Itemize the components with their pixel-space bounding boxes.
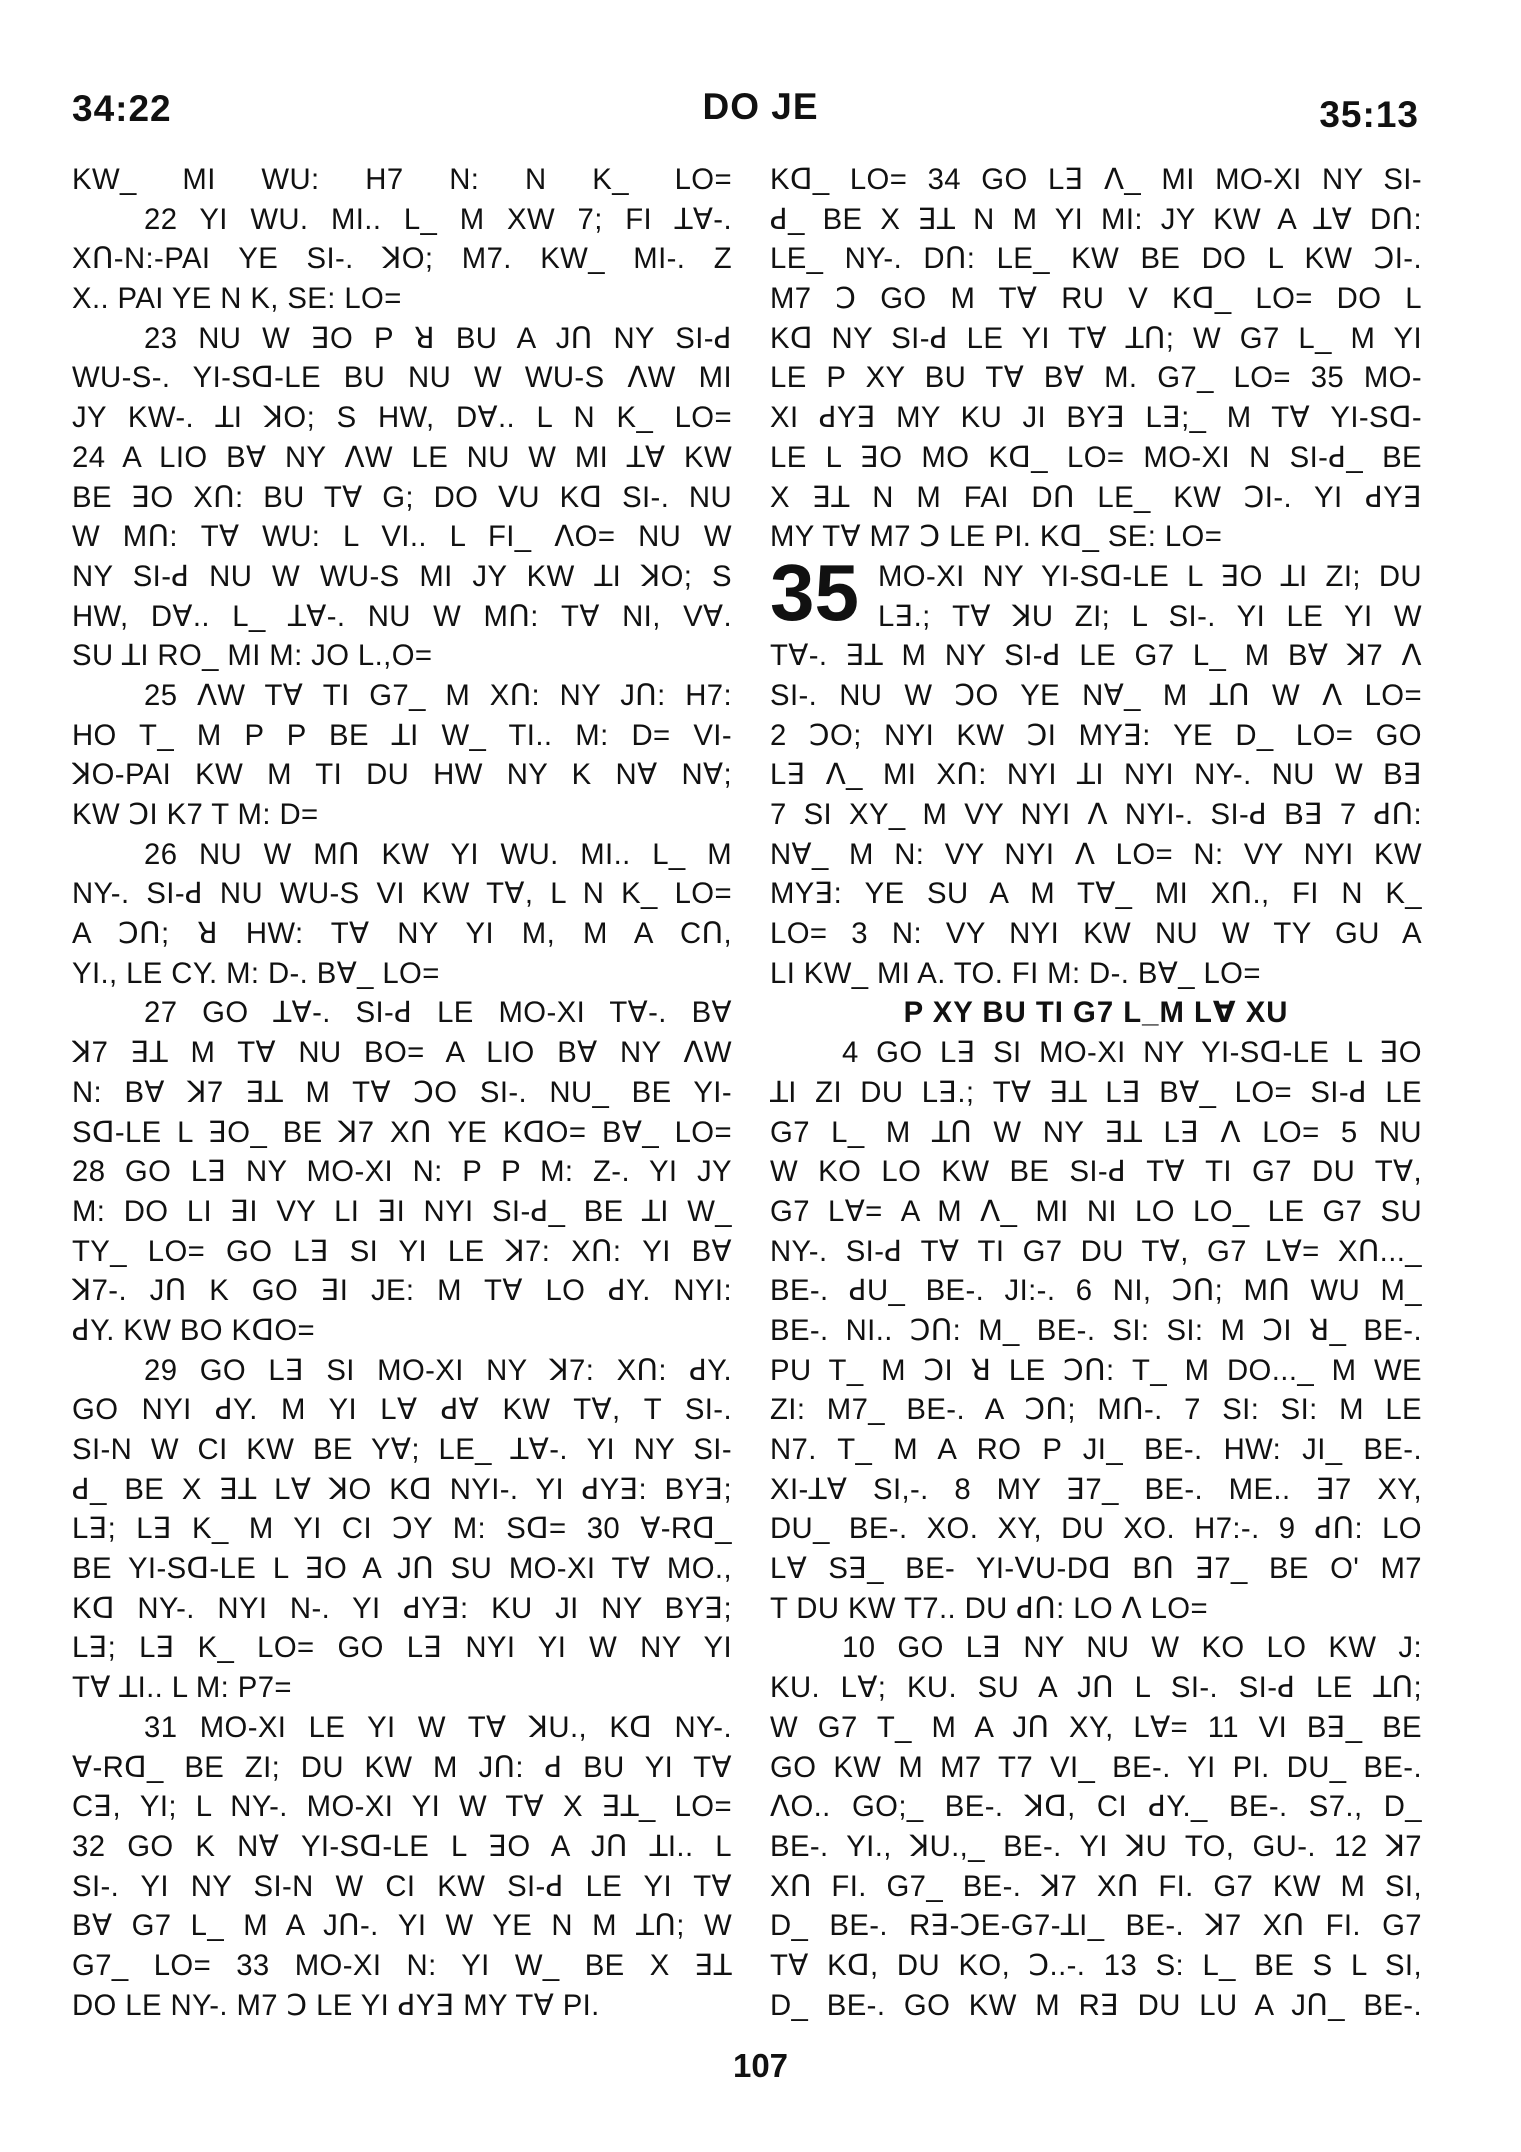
text-line: GO NYI ꓒY. M YI Lꓯ ꓒꓯ KW Tꓯ, T SI-. xyxy=(72,1393,732,1427)
text-line: 7 SI XY_ M VY NYI ꓥ NYI-. SI-ꓒ Bꓱ 7 ꓒꓵ: xyxy=(770,798,1422,831)
text-line: LO= 3 N: VY NYI KW NU W TY GU A xyxy=(770,917,1422,951)
text-line: ꓕI ZI DU Lꓱ.; Tꓯ ꓱꓕ Lꓱ Bꓯ_ LO= SI-ꓒ LE xyxy=(770,1075,1422,1109)
text-line: KW_ MI WU: H7 N: N K_ LO= xyxy=(72,163,732,196)
text-line: Bꓯ G7 L_ M A Jꓵ-. YI W YE N M ꓕꓵ; W xyxy=(72,1909,732,1943)
text-line: LE P XY BU Tꓯ Bꓯ M. G7_ LO= 35 MO- xyxy=(770,361,1422,395)
right-text-column xyxy=(770,160,1422,2025)
text-line: YI., LE CY. M: D-. Bꓯ_ LO= xyxy=(72,956,440,990)
text-line: SI-N W CI KW BE Yꓯ; LE_ ꓕꓯ-. YI NY SI- xyxy=(72,1433,732,1466)
text-line: WU-S-. YI-Sꓷ-LE BU NU W WU-S ꓥW MI xyxy=(72,361,732,395)
text-line: 25 ꓥW Tꓯ TI G7_ M Xꓵ: NY Jꓵ: H7: xyxy=(144,678,732,712)
left-text-column xyxy=(72,160,732,2025)
text-line: M7 ꓛ GO M Tꓯ RU V Kꓷ_ LO= DO L xyxy=(770,282,1422,316)
text-line: 31 MO-XI LE YI W Tꓯ ꓘU., Kꓷ NY-. xyxy=(144,1710,732,1744)
text-line: 23 NU W ꓱO P ꓤ BU A Jꓵ NY SI-ꓒ xyxy=(144,321,732,355)
text-line: BE-. ꓒU_ BE-. JI:-. 6 NI, ꓛꓵ; Mꓵ WU M_ xyxy=(770,1274,1422,1308)
text-line: D_ BE-. Rꓱ-ꓛE-G7-ꓕI_ BE-. ꓘ7 Xꓵ FI. G7 xyxy=(770,1909,1422,1943)
text-line: LI KW_ MI A. TO. FI M: D-. Bꓯ_ LO= xyxy=(770,956,1261,990)
text-line: BE-. YI., ꓘU.,_ BE-. YI ꓘU TO, GU-. 12 ꓘ7 xyxy=(770,1829,1422,1863)
text-line: BE YI-Sꓷ-LE L ꓱO A Jꓵ SU MO-XI Tꓯ MO., xyxy=(72,1552,732,1586)
text-line: ꓘ7-. Jꓵ K GO ꓱI JE: M Tꓯ LO ꓒY. NYI: xyxy=(72,1274,732,1308)
text-line: ꓯ-Rꓷ_ BE ZI; DU KW M Jꓵ: ꓒ BU YI Tꓯ xyxy=(72,1750,732,1784)
text-line: M: DO LI ꓱI VY LI ꓱI NYI SI-ꓒ_ BE ꓕI W_ xyxy=(72,1194,732,1228)
running-header-left: 34:22 xyxy=(72,88,172,129)
text-line: HW, Dꓯ.. L_ ꓕꓯ-. NU W Mꓵ: Tꓯ NI, Vꓯ. xyxy=(72,599,732,633)
text-line: Nꓯ_ M N: VY NYI ꓥ LO= N: VY NYI KW xyxy=(770,837,1422,871)
text-line: Kꓷ NY SI-ꓒ LE YI Tꓯ ꓕꓵ; W G7 L_ M YI xyxy=(770,321,1422,355)
text-line: ꓒY. KW BO KꓷO= xyxy=(72,1313,316,1347)
text-line: N: Bꓯ ꓘ7 ꓱꓕ M Tꓯ ꓛO SI-. NU_ BE YI- xyxy=(72,1075,732,1109)
text-line: Kꓷ NY-. NYI N-. YI ꓒYꓱ: KU JI NY BYꓱ; xyxy=(72,1591,732,1625)
text-line: ꓒ_ BE X ꓱꓕ Lꓯ ꓘO Kꓷ NYI-. YI ꓒYꓱ: BYꓱ; xyxy=(72,1472,732,1506)
text-line: Tꓯ-. ꓱꓕ M NY SI-ꓒ LE G7 L_ M Bꓯ ꓘ7 ꓥ xyxy=(770,639,1422,673)
text-line: LE L ꓱO MO Kꓷ_ LO= MO-XI N SI-ꓒ_ BE xyxy=(770,440,1422,474)
text-line: 10 GO Lꓱ NY NU W KO LO KW J: xyxy=(842,1631,1422,1665)
text-line: JY KW-. ꓕI ꓘO; S HW, Dꓯ.. L N K_ LO= xyxy=(72,401,732,435)
text-line: 29 GO Lꓱ SI MO-XI NY ꓘ7: Xꓵ: ꓒY. xyxy=(144,1353,732,1387)
text-line: SU ꓕI RO_ MI M: JO L.,O= xyxy=(72,639,433,673)
text-line: XI ꓒYꓱ MY KU JI BYꓱ Lꓱ;_ M Tꓯ YI-Sꓷ- xyxy=(770,401,1422,435)
text-line: W Mꓵ: Tꓯ WU: L VI.. L FI_ ꓥO= NU W xyxy=(72,520,732,554)
text-line: 27 GO ꓕꓯ-. SI-ꓒ LE MO-XI Tꓯ-. Bꓯ xyxy=(144,996,732,1030)
text-line: Tꓯ ꓕI.. L M: P7= xyxy=(72,1671,292,1705)
text-line: 2 ꓛO; NYI KW ꓛI MYꓱ: YE D_ LO= GO xyxy=(770,718,1422,752)
section-heading: P XY BU TI G7 L_M Lꓯ XU xyxy=(903,996,1289,1030)
text-line: SI-. NU W ꓛO YE Nꓯ_ M ꓕꓵ W ꓥ LO= xyxy=(770,678,1422,712)
text-line: D_ BE-. GO KW M Rꓱ DU LU A Jꓵ_ BE-. xyxy=(770,1988,1422,2022)
text-line: Lꓱ; Lꓱ K_ M YI CI ꓛY M: Sꓷ= 30 ꓯ-Rꓷ_ xyxy=(72,1512,732,1546)
text-line: A ꓛꓵ; ꓤ HW: Tꓯ NY YI M, M A Cꓵ, xyxy=(72,917,732,951)
text-line: ꓘO-PAI KW M TI DU HW NY K Nꓯ Nꓯ; xyxy=(72,758,732,792)
text-line: ꓘ7 ꓱꓕ M Tꓯ NU BO= A LIO Bꓯ NY ꓥW xyxy=(72,1036,732,1070)
text-line: X.. PAI YE N K, SE: LO= xyxy=(72,282,402,316)
text-line: NY-. SI-ꓒ Tꓯ TI G7 DU Tꓯ, G7 Lꓯ= Xꓵ..._ xyxy=(770,1234,1422,1268)
text-line: Kꓷ_ LO= 34 GO Lꓱ ꓥ_ MI MO-XI NY SI- xyxy=(770,163,1422,196)
text-line: ꓥO.. GO;_ BE-. ꓘꓷ, CI ꓒY._ BE-. S7., D_ xyxy=(770,1790,1422,1824)
text-line: KU. Lꓯ; KU. SU A Jꓵ L SI-. SI-ꓒ LE ꓕꓵ; xyxy=(770,1671,1422,1705)
text-line: BE ꓱO Xꓵ: BU Tꓯ G; DO ꓦU Kꓷ SI-. NU xyxy=(72,480,732,514)
text-line: G7 L_ M ꓕꓵ W NY ꓱꓕ Lꓱ ꓥ LO= 5 NU xyxy=(770,1115,1422,1149)
text-line: LE_ NY-. Dꓵ: LE_ KW BE DO L KW ꓛI-. xyxy=(770,242,1422,276)
text-line: XI-ꓕꓯ SI,-. 8 MY ꓱ7_ BE-. ME.. ꓱ7 XY, xyxy=(770,1472,1422,1506)
text-line: T DU KW T7.. DU ꓒꓵ: LO ꓥ LO= xyxy=(770,1591,1209,1625)
text-line: KW ꓛI K7 T M: D= xyxy=(72,798,319,831)
text-line: Xꓵ-N:-PAI YE SI-. ꓘO; M7. KW_ MI-. Z xyxy=(72,242,732,276)
text-line: W G7 T_ M A Jꓵ XY, Lꓯ= 11 VI Bꓱ_ BE xyxy=(770,1710,1422,1744)
text-line: 24 A LIO Bꓯ NY ꓥW LE NU W MI ꓕꓯ KW xyxy=(72,440,732,474)
text-line: MYꓱ: YE SU A M Tꓯ_ MI Xꓵ., FI N K_ xyxy=(770,877,1422,911)
text-line: ꓒ_ BE X ꓱꓕ N M YI MI: JY KW A ꓕꓯ Dꓵ: xyxy=(770,202,1422,236)
page-number: 107 xyxy=(732,2047,789,2084)
text-line: W KO LO KW BE SI-ꓒ Tꓯ TI G7 DU Tꓯ, xyxy=(770,1155,1422,1189)
text-line: Xꓵ FI. G7_ BE-. ꓘ7 Xꓵ FI. G7 KW M SI, xyxy=(770,1869,1422,1903)
text-line: HO T_ M P P BE ꓕI W_ TI.. M: D= VI- xyxy=(72,718,732,752)
text-line: SI-. YI NY SI-N W CI KW SI-ꓒ LE YI Tꓯ xyxy=(72,1869,732,1903)
text-line: 22 YI WU. MI.. L_ M XW 7; FI ꓕꓯ-. xyxy=(144,202,732,236)
text-line: 26 NU W Mꓵ KW YI WU. MI.. L_ M xyxy=(144,837,732,871)
text-line: 32 GO K Nꓯ YI-Sꓷ-LE L ꓱO A Jꓵ ꓕI.. L xyxy=(72,1829,732,1863)
text-line: DU_ BE-. XO. XY, DU XO. H7:-. 9 ꓒꓵ: LO xyxy=(770,1512,1422,1546)
text-line: G7_ LO= 33 MO-XI N: YI W_ BE X ꓱꓕ xyxy=(72,1948,732,1982)
text-line: 28 GO Lꓱ NY MO-XI N: P P M: Z-. YI JY xyxy=(72,1155,732,1189)
text-line: Lꓱ ꓥ_ MI Xꓵ: NYI ꓕI NYI NY-. NU W Bꓱ xyxy=(770,758,1422,792)
text-line: PU T_ M ꓛI ꓤ LE ꓛꓵ: T_ M DO..._ M WE xyxy=(770,1353,1422,1387)
text-line: GO KW M M7 T7 VI_ BE-. YI PI. DU_ BE-. xyxy=(770,1750,1422,1784)
text-line: Lꓱ.; Tꓯ ꓘU ZI; L SI-. YI LE YI W xyxy=(878,599,1422,633)
text-line: Tꓯ Kꓷ, DU KO, ꓛ..-. 13 S: L_ BE S L SI, xyxy=(770,1948,1422,1982)
running-header-title: DO JE xyxy=(702,86,819,127)
text-line: N7. T_ M A RO P JI_ BE-. HW: JI_ BE-. xyxy=(770,1433,1422,1466)
text-line: X ꓱꓕ N M FAI Dꓵ LE_ KW ꓛI-. YI ꓒYꓱ xyxy=(770,480,1422,514)
text-line: Sꓷ-LE L ꓱO_ BE ꓘ7 Xꓵ YE KꓷO= Bꓯ_ LO= xyxy=(72,1115,732,1149)
text-line: MO-XI NY YI-Sꓷ-LE L ꓱO ꓕI ZI; DU xyxy=(878,559,1422,593)
text-line: ZI: M7_ BE-. A ꓛꓵ; Mꓵ-. 7 SI: SI: M LE xyxy=(770,1393,1422,1427)
text-line: DO LE NY-. M7 ꓛ LE YI ꓒYꓱ MY Tꓯ PI. xyxy=(72,1988,600,2022)
text-line: G7 Lꓯ= A M ꓥ_ MI NI LO LO_ LE G7 SU xyxy=(770,1194,1422,1228)
text-line: BE-. NI.. ꓛꓵ: M_ BE-. SI: SI: M ꓛI ꓤ_ BE-. xyxy=(770,1313,1422,1347)
text-line: Lꓯ Sꓱ_ BE- YI-ꓦU-Dꓷ Bꓵ ꓱ7_ BE O' M7 xyxy=(770,1552,1422,1586)
text-line: 4 GO Lꓱ SI MO-XI NY YI-Sꓷ-LE L ꓱO xyxy=(842,1036,1422,1070)
text-line: MY Tꓯ M7 ꓛ LE PI. Kꓷ_ SE: LO= xyxy=(770,520,1223,554)
text-line: Lꓱ; Lꓱ K_ LO= GO Lꓱ NYI YI W NY YI xyxy=(72,1631,732,1665)
running-header-right: 35:13 xyxy=(1319,94,1419,135)
text-line: NY SI-ꓒ NU W WU-S MI JY KW ꓕI ꓘO; S xyxy=(72,559,732,593)
text-line: Cꓱ, YI; L NY-. MO-XI YI W Tꓯ X ꓱꓕ_ LO= xyxy=(72,1790,732,1824)
text-line: TY_ LO= GO Lꓱ SI YI LE ꓘ7: Xꓵ: YI Bꓯ xyxy=(72,1234,732,1268)
text-line: NY-. SI-ꓒ NU WU-S VI KW Tꓯ, L N K_ LO= xyxy=(72,877,732,911)
chapter-number: 35 xyxy=(770,548,859,637)
